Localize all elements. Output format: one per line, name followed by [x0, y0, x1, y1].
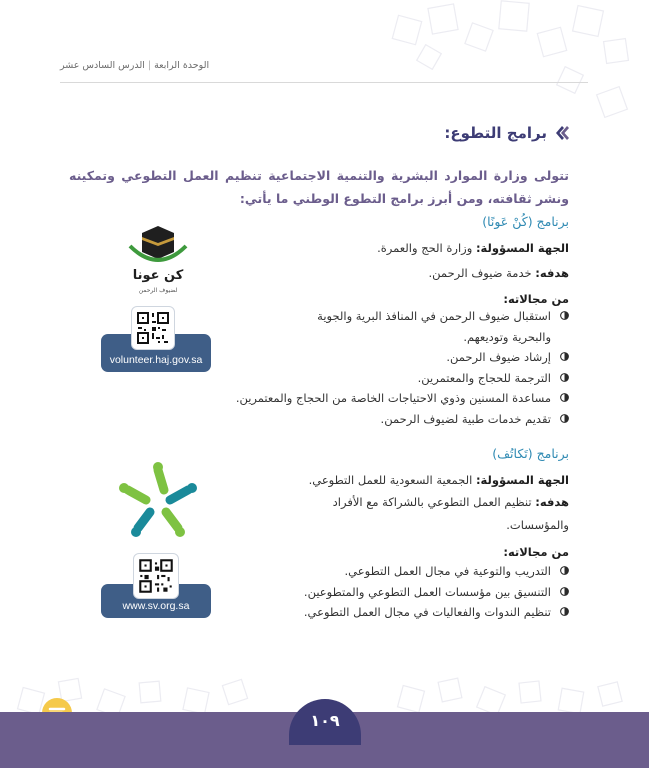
logo-subtext: لضيوف الرحمن	[138, 287, 178, 294]
breadcrumb-lesson: الدرس السادس عشر	[60, 60, 145, 71]
page-number: ١٠٩	[289, 699, 361, 745]
program2-agency-label: الجهة المسؤولة:	[475, 473, 569, 487]
program2-agency	[309, 473, 569, 487]
program1-fields-list	[236, 306, 569, 429]
section-title-text: برامج التطوع:	[444, 124, 547, 142]
bullet-icon	[560, 587, 569, 596]
list-item: تقديم خدمات طبية لضيوف الرحمن.	[236, 409, 569, 430]
program1-goal-label: هدفه:	[535, 266, 569, 280]
qr-icon	[132, 307, 174, 349]
program1-url[interactable]: volunteer.haj.gov.sa	[109, 354, 203, 366]
program1-title: برنامج (كُنْ عَونًا)	[482, 214, 569, 229]
program2-goal-value: تنظيم العمل التطوعي بالشراكة مع الأفراد	[332, 495, 536, 509]
program1-agency	[377, 241, 569, 255]
list-item: إرشاد ضيوف الرحمن.	[236, 347, 569, 368]
list-item: الترجمة للحجاج والمعتمرين.	[236, 368, 569, 389]
program2-url[interactable]: www.sv.org.sa	[122, 600, 190, 612]
bullet-icon	[560, 393, 569, 402]
breadcrumb-separator: |	[147, 60, 152, 71]
breadcrumb-unit: الوحدة الرابعة	[154, 60, 210, 71]
bullet-icon	[560, 373, 569, 382]
breadcrumb	[60, 60, 209, 71]
logo-text: كن عونا	[132, 268, 184, 283]
qr-code-program1[interactable]	[131, 306, 175, 350]
takatuf-logo	[118, 460, 198, 538]
kun-awnan-logo	[110, 222, 206, 296]
list-item: استقبال ضيوف الرحمن في المنافذ البرية والجوية	[236, 306, 569, 327]
qr-icon	[134, 554, 178, 598]
section-intro: تتولى وزارة الموارد البشرية والتنمية الاجتماعية تنظيم العمل التطوعي وتمكينه ونشر ثقافته، ومن أبرز برامج التطوع الوطني ما يأتي:	[69, 168, 569, 206]
header-divider	[60, 82, 588, 83]
bullet-icon	[560, 607, 569, 616]
bullet-icon	[560, 414, 569, 423]
program2-title: برنامج (تَكاتُف)	[492, 446, 569, 461]
program2-goal-label: هدفه:	[535, 495, 569, 509]
double-chevron-icon	[553, 124, 571, 142]
list-item: التدريب والتوعية في مجال العمل التطوعي.	[304, 561, 569, 582]
bullet-icon	[560, 311, 569, 320]
qr-code-program2[interactable]	[133, 553, 179, 599]
program1-goal	[429, 266, 569, 280]
list-item: مساعدة المسنين وذوي الاحتياجات الخاصة من الحجاج والمعتمرين.	[236, 388, 569, 409]
kaaba-shape	[142, 226, 174, 259]
program2-agency-value: الجمعية السعودية للعمل التطوعي.	[308, 473, 476, 487]
program2-goal	[333, 495, 569, 509]
list-item: التنسيق بين مؤسسات العمل التطوعي والمتطوعين.	[304, 582, 569, 603]
bullet-icon	[560, 566, 569, 575]
program1-agency-value: وزارة الحج والعمرة.	[377, 241, 476, 255]
program1-fields-label: من مجالاته:	[503, 292, 569, 306]
program1-goal-value: خدمة ضيوف الرحمن.	[428, 266, 536, 280]
program1-agency-label: الجهة المسؤولة:	[475, 241, 569, 255]
section-title	[444, 124, 571, 142]
list-item: تنظيم الندوات والفعاليات في مجال العمل التطوعي.	[304, 602, 569, 623]
list-item: والبحرية وتوديعهم.	[463, 329, 551, 344]
bullet-icon	[560, 352, 569, 361]
program2-fields-list	[304, 561, 569, 623]
program2-goal-continued: والمؤسسات.	[506, 518, 569, 532]
program2-fields-label: من مجالاته:	[503, 545, 569, 559]
